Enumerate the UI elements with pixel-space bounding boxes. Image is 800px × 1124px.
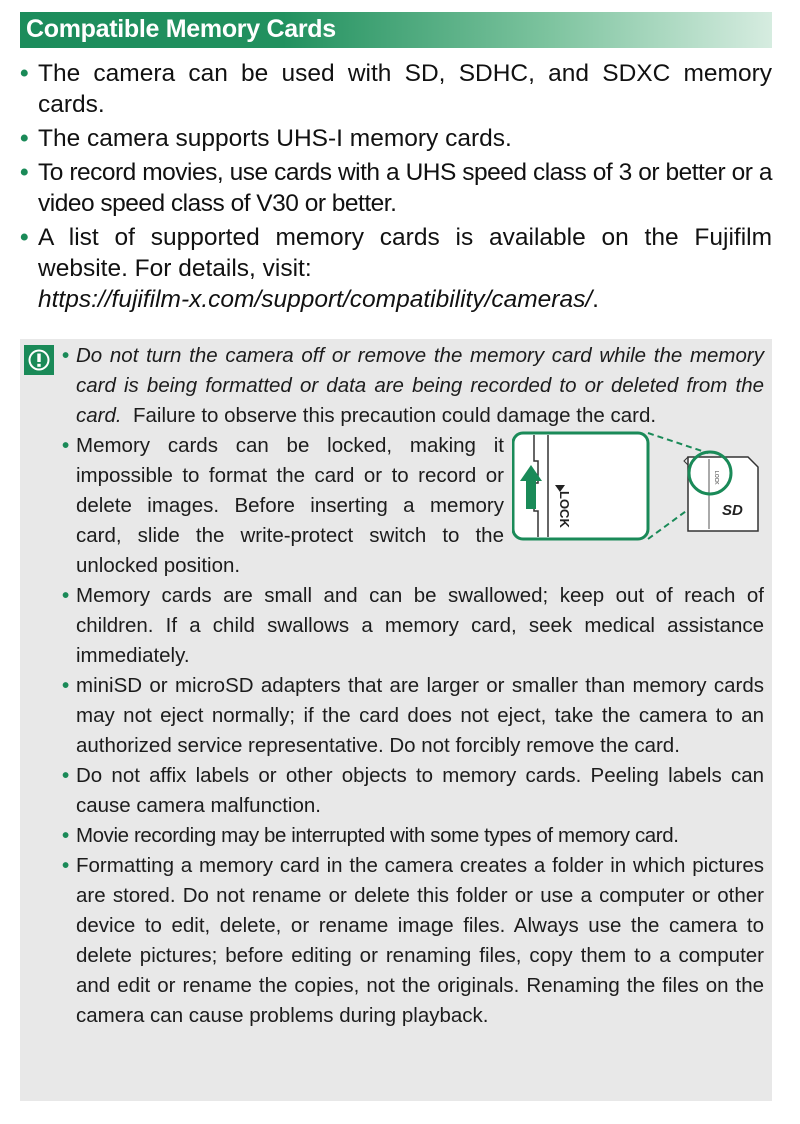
- bullet-icon: •: [62, 434, 70, 457]
- bullet-icon: •: [62, 824, 69, 847]
- lock-label: LOCK: [557, 491, 572, 528]
- bullet-icon: •: [20, 60, 29, 87]
- caution-item: • Formatting a memory card in the camera creates a folder in which pictures are stored. Do not rename or delete this folder or use a computer or other device to edit, delete, or rename image files. Always use the camera to delete pictures; before editing or renaming files, copy them to a computer and edit or rename the copies, not the originals. Renaming the files on the camera can cause problems during playback.: [64, 851, 764, 1031]
- caution-panel: [20, 339, 772, 1101]
- section-title: Compatible Memory Cards: [26, 15, 336, 43]
- bullet-icon: •: [62, 764, 70, 787]
- caution-item: • Do not affix labels or other objects to memory cards. Peeling labels can cause camera malfunction.: [64, 761, 764, 821]
- caution-icon: [24, 345, 54, 375]
- caution-list: [64, 341, 764, 1031]
- lock-instructions: Memory cards can be locked, making it impossible to format the card or to record or delete images. Before inserting a memory card, slide the write-protect switch to the unlocked position.: [76, 434, 504, 577]
- bullet-icon: •: [62, 344, 70, 367]
- support-url-link[interactable]: https://fujifilm-x.com/support/compatibility/cameras/: [38, 286, 593, 313]
- small-lock-label: LOCK: [713, 471, 719, 485]
- bullet-icon: •: [62, 584, 70, 607]
- caution-item: • Movie recording may be interrupted with some types of memory card.: [64, 821, 764, 851]
- section-heading-bar: [20, 12, 772, 48]
- list-item: • The camera can be used with SD, SDHC, and SDXC memory cards.: [20, 60, 772, 118]
- list-item: • A list of supported memory cards is available on the Fujifilm website. For details, visit: https://fujifilm-x.com/support/compatibility/cameras/.: [20, 224, 772, 313]
- bullet-icon: •: [20, 125, 29, 152]
- bullet-icon: •: [62, 854, 70, 877]
- main-bullet-list: [20, 58, 772, 318]
- caution-item: • Do not turn the camera off or remove the memory card while the memory card is being formatted or data are being recorded to or deleted from the card. Failure to observe this precaution could damage the card.: [64, 341, 764, 431]
- bullet-icon: •: [20, 224, 29, 251]
- sd-logo: SD: [722, 502, 743, 519]
- bullet-icon: •: [20, 159, 29, 186]
- caution-item: • miniSD or microSD adapters that are larger or smaller than memory cards may not eject normally; if the card does not eject, take the camera to an authorized service representative. Do not forcibly remove the card.: [64, 671, 764, 761]
- bullet-icon: •: [62, 674, 70, 697]
- list-item: • The camera supports UHS-I memory cards.: [20, 125, 512, 152]
- caution-item: • Memory cards are small and can be swallowed; keep out of reach of children. If a child swallows a memory card, seek medical assistance immediately.: [64, 581, 764, 671]
- caution-item: [64, 431, 764, 581]
- write-protect-illustration: [512, 431, 780, 569]
- list-item: • To record movies, use cards with a UHS speed class of 3 or better or a video speed class of V30 or better.: [20, 159, 772, 217]
